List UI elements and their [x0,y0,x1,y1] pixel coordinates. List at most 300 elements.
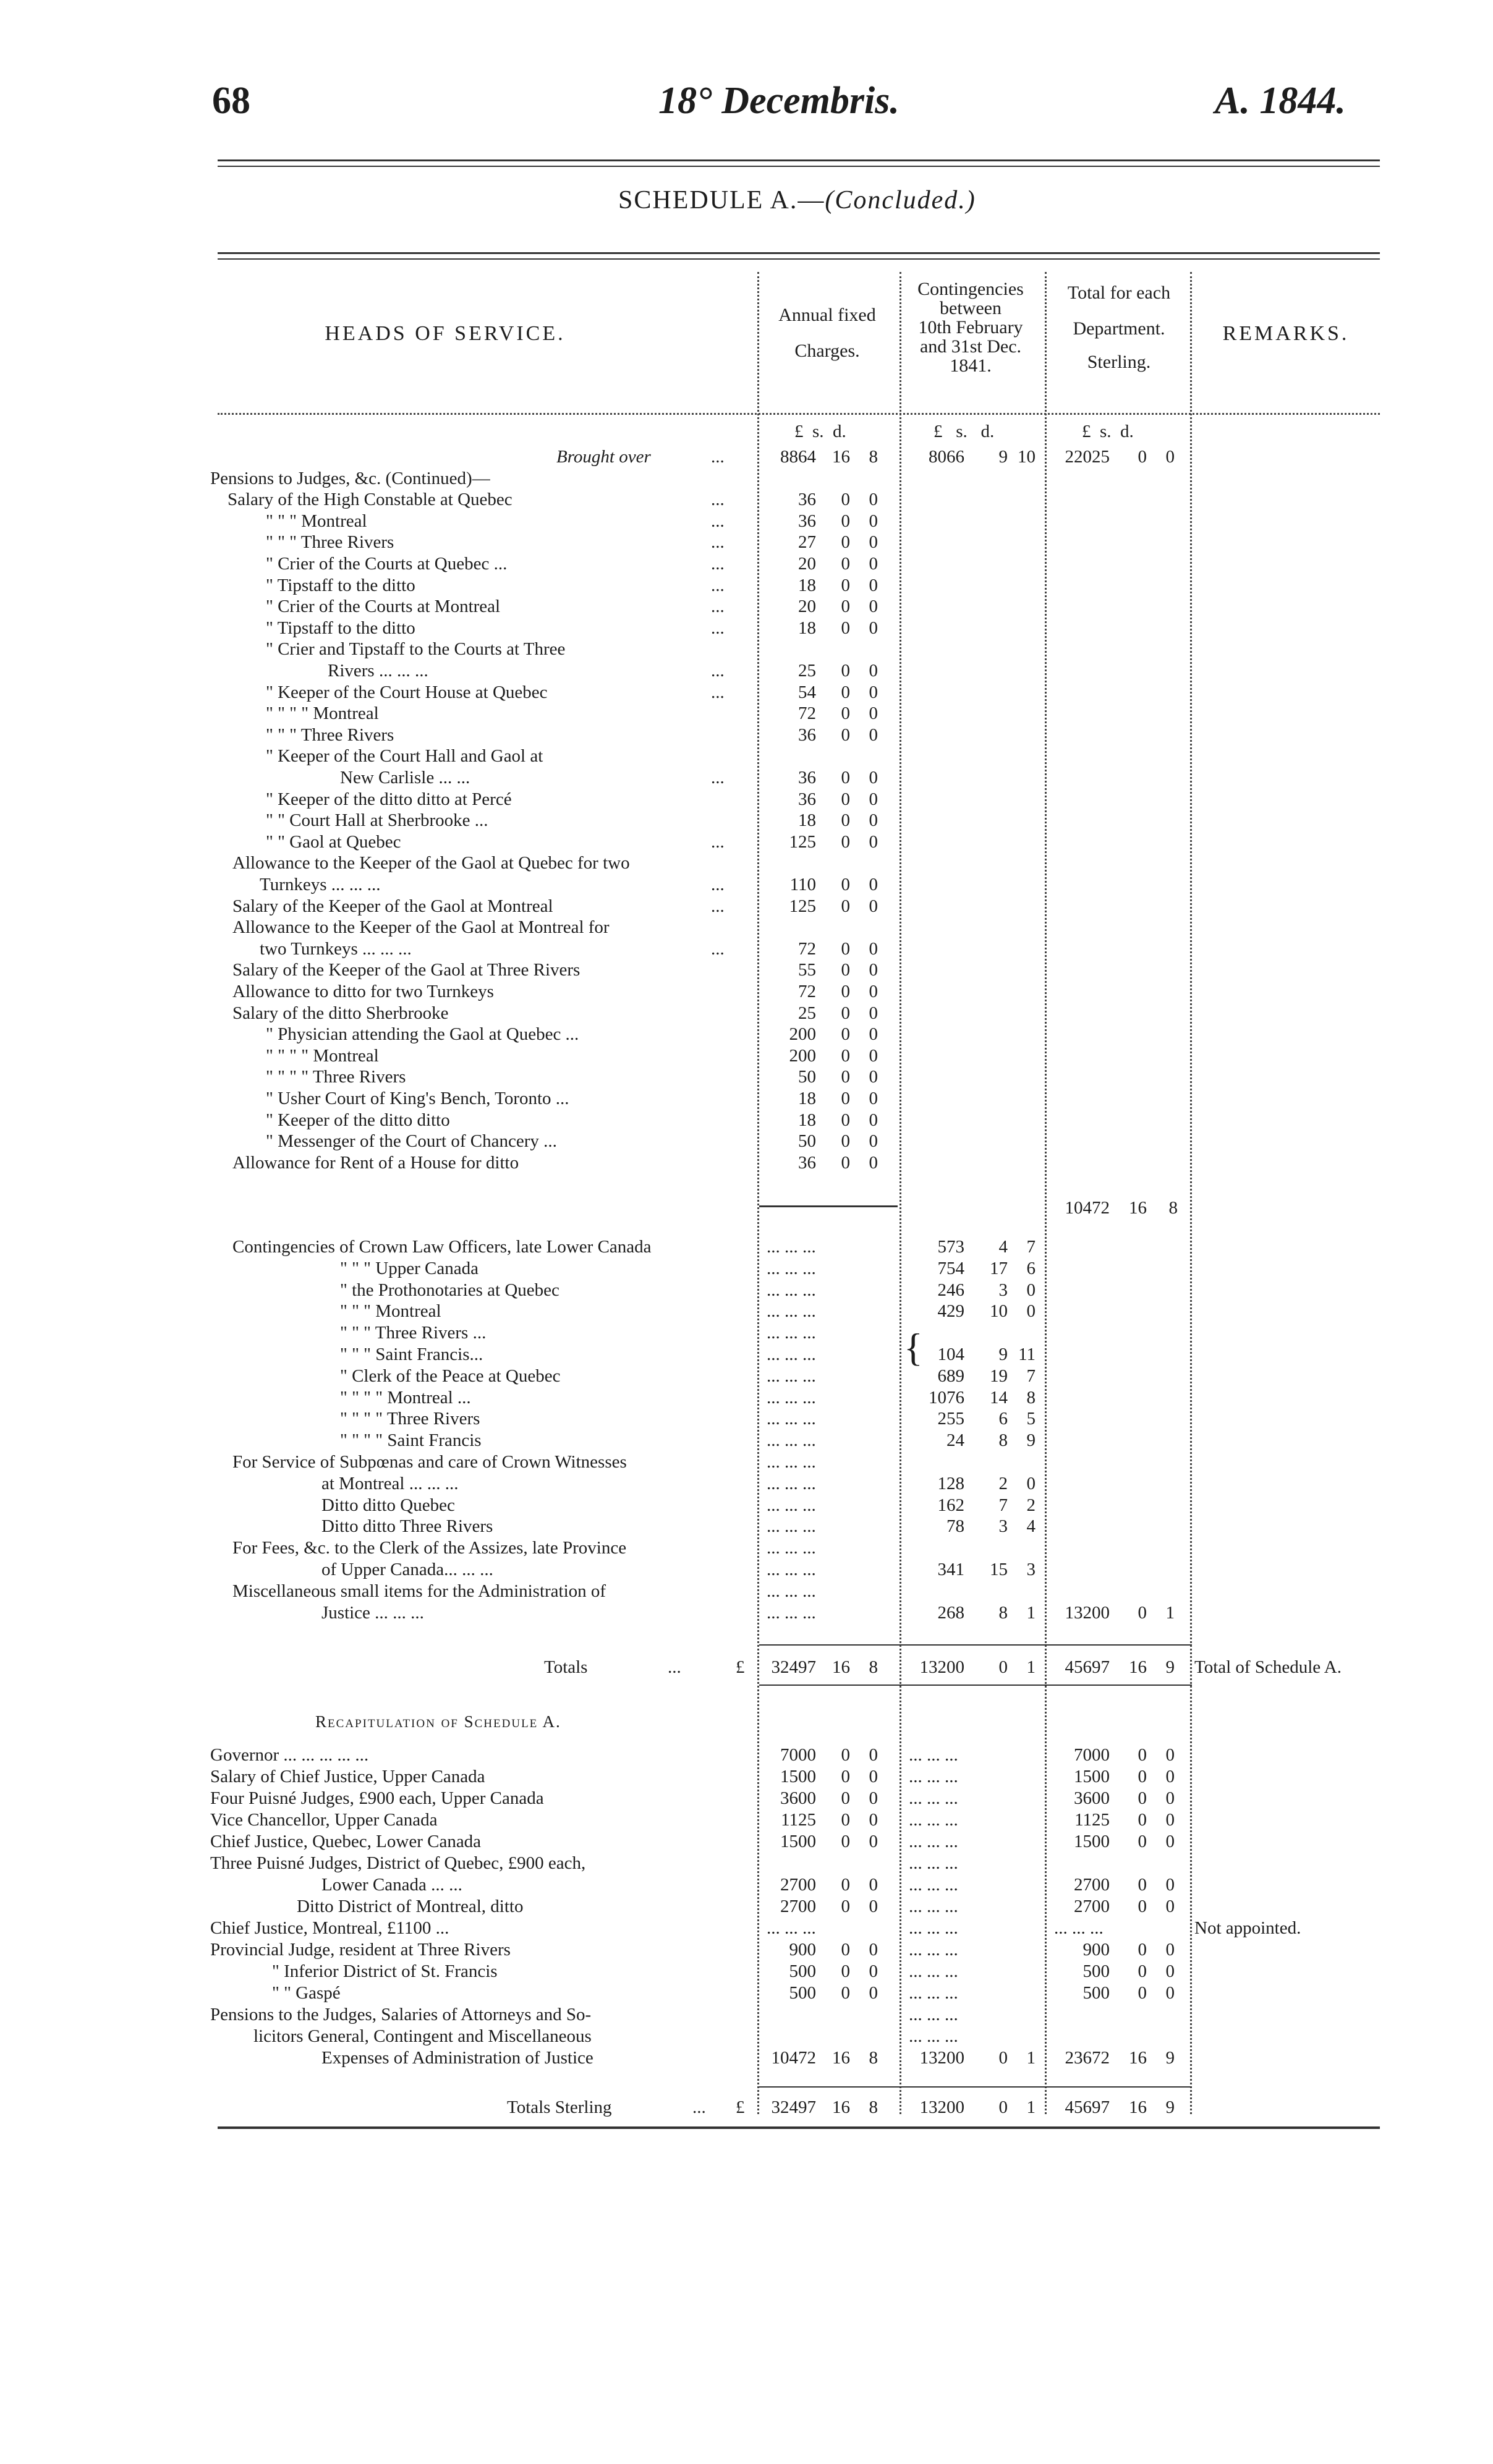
annual-pence: 0 [869,511,878,531]
table-row [210,1766,1385,1787]
annual-pence: 0 [869,490,878,510]
row-leader-dots: ... [711,490,725,510]
annual-shillings: 0 [841,810,850,831]
total-pence: 0 [1165,1875,1175,1895]
sterling-annual-pence: 8 [869,2097,878,2117]
total-shillings: 0 [1138,1983,1147,2003]
contingencies-pounds: 162 [937,1495,964,1515]
row-leader-dots: ... [711,618,725,638]
contingencies-shillings: 15 [990,1560,1008,1579]
contingencies-pounds: 1076 [929,1387,964,1408]
annual-shillings: 0 [841,1089,850,1108]
annual-pounds: 200 [789,1024,816,1045]
page-year: A. 1844. [1215,80,1346,122]
totals-dots: ... [668,1657,681,1677]
row-label: " Crier of the Courts at Quebec ... [266,554,508,574]
annual-shillings: 0 [841,982,850,1001]
contingencies-pence: 3 [1026,1560,1036,1579]
annual-pounds: 200 [789,1045,816,1066]
row-label: Brought over [556,447,651,467]
contingencies-blank-dots: ... ... ... [909,1745,958,1765]
annual-pounds: 36 [798,768,816,788]
contingencies-pence: 1 [1026,1602,1036,1623]
table-row [210,1066,1385,1087]
table-row [210,1110,1385,1131]
row-label: Turnkeys ... ... ... [260,875,381,894]
annual-pounds: 27 [798,532,816,553]
row-label: Contingencies of Crown Law Officers, late Lower Canada [232,1237,652,1257]
annual-shillings: 0 [841,1788,850,1808]
annual-pounds: 72 [798,982,816,1001]
row-leader-dots: ... [711,447,725,467]
table-row [210,1366,1385,1387]
row-label: " Keeper of the Court House at Quebec [266,682,548,702]
table-row [210,874,1385,895]
sterling-cont-pence: 1 [1026,2097,1036,2117]
annual-blank-dots: ... ... ... [767,1237,816,1257]
contingencies-pence: 2 [1026,1495,1036,1515]
col-total-line1: Total for each [1067,283,1171,303]
sterling-cont-pounds: 13200 [919,2097,964,2117]
annual-shillings: 0 [841,511,850,531]
total-pounds: 1125 [1074,1810,1110,1830]
annual-shillings: 0 [841,575,850,595]
contingencies-pence: 8 [1026,1387,1036,1408]
annual-pounds: 36 [798,511,816,531]
contingencies-shillings: 9 [998,447,1008,467]
table-row [210,618,1385,639]
units-contingencies [934,422,994,442]
contingencies-shillings: 19 [990,1366,1008,1386]
contingencies-pounds: 246 [937,1280,964,1300]
annual-pounds: 50 [798,1067,816,1087]
header-rule-2 [218,166,1380,167]
annual-blank-dots: ... ... ... [767,1538,816,1558]
annual-pounds: 36 [798,1152,816,1173]
annual-pounds: 72 [798,703,816,724]
totals-currency: £ [736,1657,745,1677]
annual-pence: 8 [869,2048,878,2068]
row-label: Four Puisné Judges, £900 each, Upper Canada [210,1788,544,1808]
table-row [210,1853,1385,1874]
contingencies-pounds: 573 [937,1237,964,1257]
annual-pence: 0 [869,1131,878,1152]
table-row [210,724,1385,746]
row-label: " " " " Montreal ... [340,1387,471,1408]
subtotal-rule [759,1205,898,1207]
annual-pence: 0 [869,810,878,831]
col-total-line2: Department. [1073,318,1165,339]
col-contingencies [900,279,1042,375]
annual-shillings: 0 [841,896,850,916]
annual-shillings: 0 [841,938,850,959]
annual-pounds: 18 [798,1089,816,1108]
annual-shillings: 0 [841,1003,850,1023]
total-shillings: 0 [1138,1745,1147,1765]
annual-shillings: 0 [841,789,850,809]
row-label: " " Gaspé [272,1983,341,2003]
annual-pounds: 3600 [780,1788,816,1808]
contingencies-shillings: 6 [998,1409,1008,1429]
contingencies-shillings: 8 [998,1430,1008,1451]
table-row [210,703,1385,724]
col-annual-line1: Annual fixed [778,305,876,325]
table-row [210,1473,1385,1494]
row-label: Miscellaneous small items for the Administration of [232,1581,606,1601]
total-pence: 0 [1165,1940,1175,1960]
table-row [210,1537,1385,1558]
total-shillings: 0 [1138,1940,1147,1960]
annual-pounds: 18 [798,810,816,831]
annual-pounds: 20 [798,554,816,574]
total-pence: 0 [1165,1961,1175,1981]
annual-blank-dots: ... ... ... [767,1345,816,1364]
annual-pounds: 36 [798,724,816,745]
annual-shillings: 0 [841,1875,850,1895]
annual-pounds: 1500 [780,1832,816,1851]
total-shillings: 0 [1138,1788,1147,1808]
contingencies-shillings: 9 [998,1345,1008,1364]
sterling-top-rule [759,2086,1192,2088]
sterling-dots: ... [692,2097,706,2117]
contingencies-pounds: 8066 [929,447,964,467]
annual-blank-dots: ... ... ... [767,1560,816,1579]
row-label: at Montreal ... ... ... [321,1473,459,1493]
contingencies-shillings: 14 [990,1387,1008,1408]
contingencies-shillings: 2 [998,1473,1008,1493]
table-row [210,1602,1385,1623]
annual-pence: 0 [869,1897,878,1916]
annual-blank-dots: ... ... ... [767,1918,816,1938]
table-row [210,1581,1385,1602]
row-label: Allowance to the Keeper of the Gaol at Montreal for [232,917,610,938]
totals-total-pence: 9 [1165,1657,1175,1677]
total-pounds: 3600 [1074,1788,1110,1808]
table-row [210,596,1385,617]
page-date: 18° Decembris. [658,80,900,122]
schedule-title [618,185,976,215]
totals-label: Totals [544,1657,588,1677]
row-leader-dots: ... [711,682,725,702]
annual-pounds: 1125 [781,1810,816,1830]
row-label: " " " Montreal [266,511,367,531]
row-leader-dots: ... [711,938,725,959]
table-row [210,1831,1385,1852]
row-label: " " Court Hall at Sherbrooke ... [266,810,488,831]
contingencies-shillings: 4 [998,1237,1008,1257]
annual-shillings: 0 [841,1897,850,1916]
total-pence: 0 [1165,1810,1175,1830]
table-row [210,1236,1385,1257]
annual-pence: 0 [869,597,878,617]
row-leader-dots: ... [711,597,725,617]
annual-blank-dots: ... ... ... [767,1473,816,1493]
contingencies-pence: 0 [1026,1473,1036,1493]
annual-pence: 0 [869,960,878,980]
contingencies-shillings: 0 [998,2048,1008,2068]
row-label: " " " Three Rivers [266,532,394,553]
total-pence: 0 [1165,1983,1175,2003]
total-pounds: 22025 [1065,447,1110,467]
annual-pounds: 18 [798,618,816,638]
contingencies-pence: 6 [1026,1258,1036,1278]
unit-pence: d. [1120,422,1134,441]
annual-shillings: 0 [841,1810,850,1830]
annual-pence: 0 [869,1067,878,1087]
row-leader-dots: ... [711,896,725,916]
brace-icon: { [904,1325,923,1369]
table-row [210,1559,1385,1580]
annual-pence: 0 [869,724,878,745]
total-shillings: 0 [1138,1810,1147,1830]
total-pence: 0 [1165,1897,1175,1916]
contingencies-pounds: 128 [937,1473,964,1493]
contingencies-blank-dots: ... ... ... [909,1767,958,1786]
contingencies-pence: 10 [1018,447,1036,467]
contingencies-pence: 7 [1026,1366,1036,1386]
annual-pounds: 54 [798,682,816,702]
row-label: Rivers ... ... ... [328,661,428,681]
total-pounds: 13200 [1065,1602,1110,1623]
total-pence: 0 [1165,1767,1175,1786]
table-row [210,746,1385,767]
table-row [210,532,1385,553]
table-row [210,1152,1385,1173]
contingencies-pounds: 255 [937,1409,964,1429]
annual-shillings: 0 [841,1961,850,1981]
totals-bottom-rule [759,1684,1192,1686]
annual-pounds: 50 [798,1131,816,1152]
table-row [210,1918,1385,1939]
total-shillings: 0 [1138,1767,1147,1786]
table-row [210,1024,1385,1045]
row-label: " Clerk of the Peace at Quebec [340,1366,561,1386]
contingencies-pence: 11 [1018,1345,1036,1364]
annual-pence: 0 [869,554,878,574]
annual-pence: 0 [869,831,878,852]
row-label: For Service of Subpœnas and care of Crown Witnesses [232,1452,627,1472]
table-top-rule [218,252,1380,254]
total-pounds: 2700 [1074,1897,1110,1916]
table-row [210,767,1385,788]
bottom-rule [218,2126,1380,2129]
annual-blank-dots: ... ... ... [767,1581,816,1601]
contingencies-shillings: 17 [990,1258,1008,1278]
units-total [1082,422,1134,442]
annual-pounds: 8864 [780,447,816,467]
annual-shillings: 0 [841,1067,850,1087]
header-bottom-rule [218,413,1380,415]
row-label: " " " Saint Francis... [340,1345,483,1364]
row-label: Salary of the Keeper of the Gaol at Montreal [232,896,553,916]
row-label: " Inferior District of St. Francis [272,1961,498,1981]
annual-shillings: 0 [841,554,850,574]
totals-sterling-row [210,2097,1385,2118]
annual-pence: 0 [869,938,878,959]
annual-shillings: 0 [841,1024,850,1045]
row-label: For Fees, &c. to the Clerk of the Assizes, late Province [232,1538,627,1558]
contingencies-blank-dots: ... ... ... [909,1875,958,1895]
contingencies-pence: 4 [1026,1516,1036,1537]
annual-shillings: 0 [841,1983,850,2003]
row-label: Allowance to ditto for two Turnkeys [232,982,494,1001]
annual-pounds: 18 [798,1110,816,1130]
row-leader-dots: ... [711,511,725,531]
contingencies-blank-dots: ... ... ... [909,1940,958,1960]
annual-pence: 0 [869,875,878,894]
col-cont-line3: 10th February [918,317,1023,338]
row-label: " " " " Montreal [266,703,379,724]
contingencies-pounds: 341 [937,1560,964,1579]
annual-pence: 0 [869,575,878,595]
annual-blank-dots: ... ... ... [767,1409,816,1429]
total-pounds: 500 [1083,1983,1110,2003]
contingencies-shillings: 10 [990,1301,1008,1322]
col-cont-line5: 1841. [950,355,992,376]
unit-pence: d. [833,422,846,441]
unit-shilling: s. [812,422,824,441]
col-cont-line4: and 31st Dec. [919,336,1022,357]
annual-blank-dots: ... ... ... [767,1280,816,1300]
table-top-rule-2 [218,258,1380,260]
row-label: Salary of the ditto Sherbrooke [232,1003,449,1023]
row-leader-dots: ... [711,575,725,595]
annual-pence: 0 [869,1024,878,1045]
total-shillings: 0 [1138,1897,1147,1916]
contingencies-pence: 5 [1026,1409,1036,1429]
sterling-label: Totals Sterling [507,2097,612,2117]
col-cont-line1: Contingencies [917,279,1024,299]
contingencies-pence: 0 [1026,1301,1036,1322]
total-pounds: 500 [1083,1961,1110,1981]
col-cont-line2: between [940,298,1002,318]
col-heads-of-service: HEADS OF SERVICE. [325,322,566,345]
totals-cont-shillings: 0 [998,1657,1008,1677]
annual-pounds: 72 [798,938,816,959]
annual-blank-dots: ... ... ... [767,1452,816,1472]
annual-blank-dots: ... ... ... [767,1430,816,1451]
sterling-total-pence: 9 [1165,2097,1175,2117]
annual-shillings: 0 [841,682,850,702]
row-remark: Not appointed. [1194,1918,1301,1938]
totals-top-rule [759,1644,1192,1646]
totals-total-pounds: 45697 [1065,1657,1110,1677]
totals-cont-pounds: 13200 [919,1657,964,1677]
annual-pounds: 900 [789,1940,816,1960]
annual-shillings: 0 [841,703,850,724]
total-pence: 0 [1165,447,1175,467]
annual-shillings: 0 [841,1045,850,1066]
row-label: " " " Montreal [340,1301,441,1322]
contingencies-blank-dots: ... ... ... [909,1788,958,1808]
annual-pence: 0 [869,532,878,553]
annual-pence: 0 [869,1003,878,1023]
total-pence: 0 [1165,1832,1175,1851]
annual-pence: 0 [869,1110,878,1130]
annual-pence: 0 [869,1940,878,1960]
annual-blank-dots: ... ... ... [767,1387,816,1408]
annual-blank-dots: ... ... ... [767,1602,816,1623]
annual-blank-dots: ... ... ... [767,1516,816,1537]
annual-shillings: 0 [841,1940,850,1960]
table-row [210,511,1385,532]
col-annual-line2: Charges. [794,341,860,361]
row-label: " Messenger of the Court of Chancery ... [266,1131,557,1152]
contingencies-pounds: 268 [937,1602,964,1623]
total-shillings: 0 [1138,1602,1147,1623]
contingencies-shillings: 8 [998,1602,1008,1623]
header-rule [218,159,1380,161]
row-label: of Upper Canada... ... ... [321,1560,493,1579]
contingencies-blank-dots: ... ... ... [909,2026,958,2046]
contingencies-pence: 9 [1026,1430,1036,1451]
table-row [210,682,1385,703]
contingencies-blank-dots: ... ... ... [909,1961,958,1981]
row-label: " " " " Three Rivers [266,1067,406,1087]
row-label: Three Puisné Judges, District of Quebec, £900 each, [210,1853,586,1873]
row-label: " Keeper of the ditto ditto at Percé [266,789,512,809]
annual-pence: 0 [869,1152,878,1173]
sterling-annual-pounds: 32497 [771,2097,816,2117]
row-label: Salary of Chief Justice, Upper Canada [210,1767,485,1786]
col-annual [759,304,895,362]
row-label: Allowance to the Keeper of the Gaol at Quebec for two [232,853,630,873]
units-annual [794,422,846,442]
sterling-annual-shillings: 16 [832,2097,850,2117]
contingencies-pounds: 754 [937,1258,964,1278]
row-label: Salary of the Keeper of the Gaol at Three Rivers [232,960,581,980]
annual-pence: 0 [869,1089,878,1108]
totals-remark: Total of Schedule A. [1194,1657,1342,1677]
annual-pence: 0 [869,618,878,638]
table-row [210,639,1385,660]
total-shillings: 0 [1138,1961,1147,1981]
sterling-currency: £ [736,2097,745,2117]
table-row [210,489,1385,510]
col-total [1048,279,1190,376]
annual-pounds: 1500 [780,1767,816,1786]
row-label: Salary of the High Constable at Quebec [228,490,513,510]
contingencies-pounds: 429 [937,1301,964,1322]
total-pounds: 1500 [1074,1767,1110,1786]
table-row [210,1939,1385,1960]
row-label: Pensions to Judges, &c. (Continued)— [210,468,490,488]
annual-pence: 0 [869,1045,878,1066]
annual-pence: 0 [869,703,878,724]
schedule-title-suffix: (Concluded.) [825,186,976,215]
annual-shillings: 0 [841,724,850,745]
row-leader-dots: ... [711,554,725,574]
annual-pence: 0 [869,1961,878,1981]
row-label: Justice ... ... ... [321,1602,424,1623]
table-row [210,2004,1385,2025]
contingencies-blank-dots: ... ... ... [909,1832,958,1851]
annual-pence: 0 [869,982,878,1001]
row-label: " " " " Saint Francis [340,1430,482,1451]
total-pounds: 7000 [1074,1745,1110,1765]
row-label: " " " Three Rivers [266,724,394,745]
table-row [210,1387,1385,1408]
contingencies-blank-dots: ... ... ... [909,1918,958,1938]
total-pounds: 1500 [1074,1832,1110,1851]
row-label: Ditto ditto Three Rivers [321,1516,493,1537]
contingencies-blank-dots: ... ... ... [909,2005,958,2024]
table-row [210,1896,1385,1917]
row-label: " Usher Court of King's Bench, Toronto ... [266,1089,569,1108]
table-row [210,917,1385,938]
annual-shillings: 0 [841,768,850,788]
table-row [210,1088,1385,1109]
